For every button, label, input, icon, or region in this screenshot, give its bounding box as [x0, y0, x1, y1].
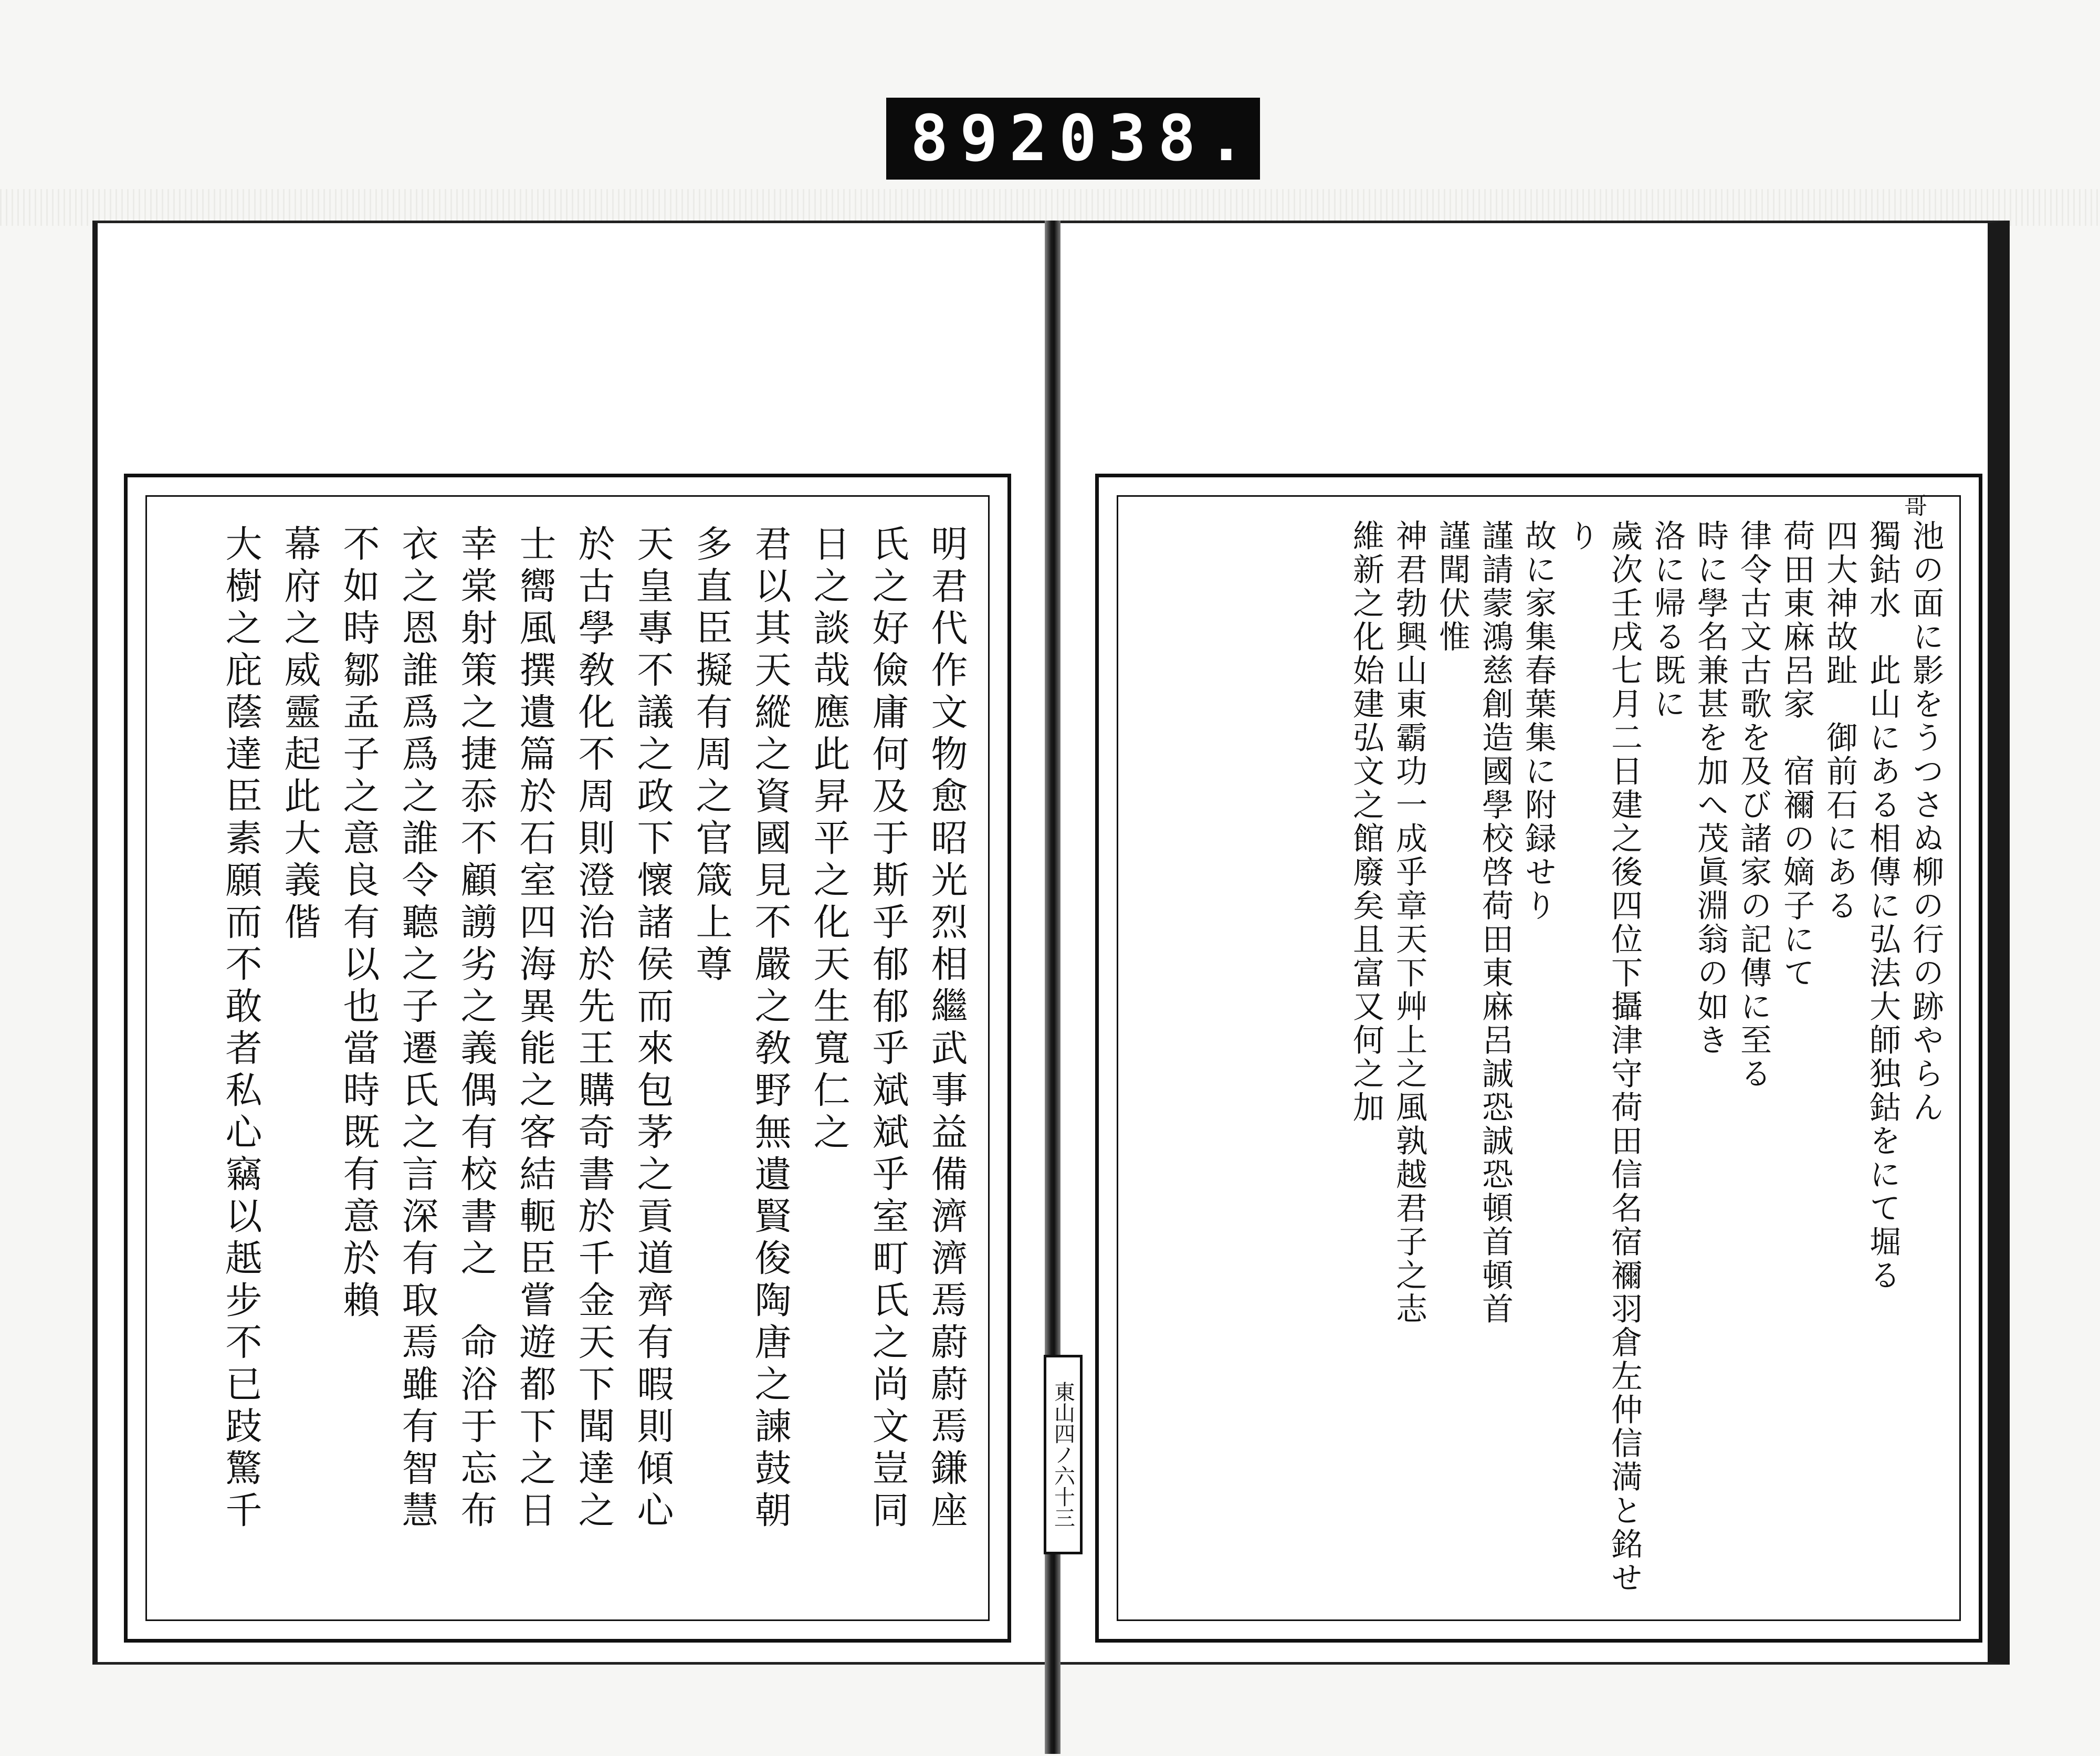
page-number-tab: 東山四ノ六十三 [1044, 1355, 1083, 1554]
right-text-frame [1095, 474, 1982, 1643]
right-page-text: 池の面に影をうつさぬ柳の行の跡やらん 獨鈷水 此山にある相傳に弘法大師独鈷をにて堀る 四大神故趾 御前石にある 荷田東麻呂家 宿禰の嫡子にて 律令古文古歌を及び諸家の記傳に至る 時に學名兼甚を加へ茂眞淵翁の如き 洛に帰る既に 歲次壬戌七月二日建之後四位下攝津守荷田信名宿禰羽倉左仲信満と銘せり 故に家集春葉集に附録せり 謹請蒙鴻慈創造國學校啓荷田東麻呂誠恐誠恐頓首頓首 謹聞伏惟 神君勃興山東霸功一成乎章天下艸上之風孰越君子之志 維新之化始建弘文之館廢矣且富又何之加 [1348, 519, 1944, 1595]
reference-number-right: 038. [1058, 102, 1257, 175]
left-page-text: 明君代作文物愈昭光烈相繼武事益備濟濟焉蔚蔚焉鎌座 氏之好儉庸何及于斯乎郁郁乎斌斌乎室町氏之尚文豈同 日之談哉應此昇平之化天生寬仁之 君以其天縱之資國見不嚴之敎野無遺賢俊陶唐之諫鼓朝 多直臣擬有周之官箴上尊 天皇專不議之政下懷諸侯而來包茅之貢道齊有暇則傾心 於古學敎化不周則澄治於先王購奇書於千金天下聞達之 士嚮風撰遺篇於石室四海異能之客結軛臣嘗遊都下之日 幸棠射策之捷忝不顧謭劣之義偶有校書之 命浴于忘布 衣之恩誰爲爲之誰令聽之子遷氏之言深有取焉雖有智慧 不如時鄒孟子之意良有以也當時既有意於賴 幕府之威靈起此大義偕 大樹之庇蔭達臣素願而不敢者私心竊以赿步不已跂驚千 [219, 525, 968, 1533]
reference-number-left: 892 [910, 102, 1059, 175]
reference-label [886, 98, 1260, 180]
left-text-frame [124, 474, 1011, 1643]
margin-note: 哥 [1900, 494, 1927, 517]
